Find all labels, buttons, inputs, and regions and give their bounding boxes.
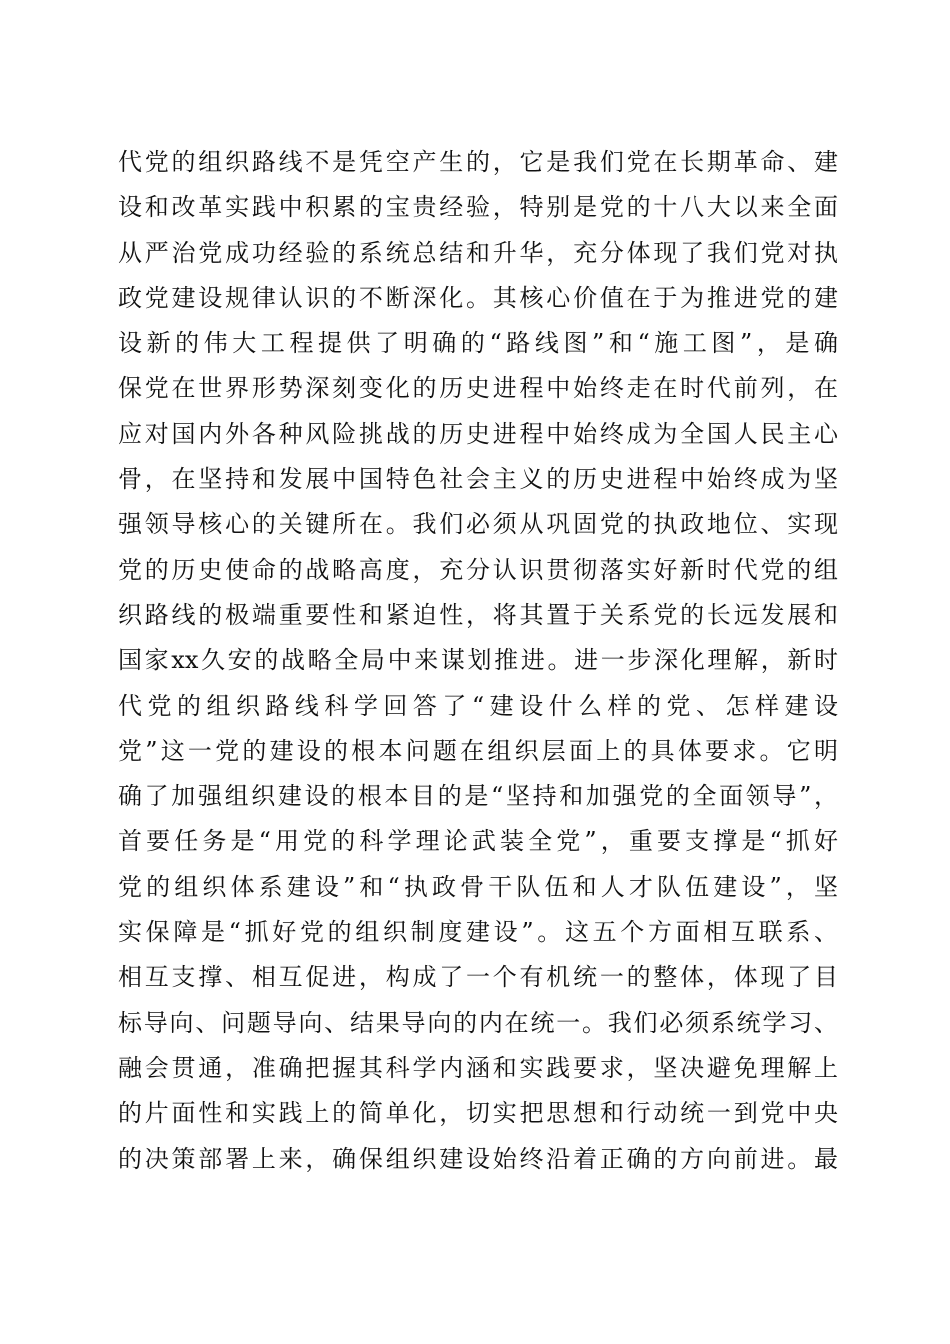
text-line: 设和改革实践中积累的宝贵经验，特别是党的十八大以来全面 xyxy=(118,193,838,222)
text-line: 实保障是“抓好党的组织制度建设”。这五个方面相互联系、 xyxy=(118,918,838,947)
text-line: 的片面性和实践上的简单化，切实把思想和行动统一到党中央 xyxy=(118,1099,838,1128)
text-line: 标导向、问题导向、结果导向的内在统一。我们必须系统学习、 xyxy=(118,1008,838,1037)
text-line: 相互支撑、相互促进，构成了一个有机统一的整体，体现了目 xyxy=(118,963,838,992)
text-line: 国家xx久安的战略全局中来谋划推进。进一步深化理解，新时 xyxy=(118,646,838,675)
text-line: 代党的组织路线不是凭空产生的，它是我们党在长期革命、建 xyxy=(118,148,838,176)
text-line: 确了加强组织建设的根本目的是“坚持和加强党的全面领导”， xyxy=(118,782,838,811)
text-line: 强领导核心的关键所在。我们必须从巩固党的执政地位、实现 xyxy=(118,510,838,539)
text-line: 织路线的极端重要性和紧迫性，将其置于关系党的长远发展和 xyxy=(118,600,838,629)
text-line: 党”这一党的建设的根本问题在组织层面上的具体要求。它明 xyxy=(118,736,838,765)
text-line: 融会贯通，准确把握其科学内涵和实践要求，坚决避免理解上 xyxy=(118,1053,838,1082)
text-line: 骨，在坚持和发展中国特色社会主义的历史进程中始终成为坚 xyxy=(118,465,838,494)
text-line: 党的历史使命的战略高度，充分认识贯彻落实好新时代党的组 xyxy=(118,555,838,584)
text-line: 的决策部署上来，确保组织建设始终沿着正确的方向前进。最 xyxy=(118,1144,838,1173)
body-paragraph xyxy=(118,140,838,1182)
text-line: 党的组织体系建设”和“执政骨干队伍和人才队伍建设”，坚 xyxy=(118,872,838,901)
text-line: 政党建设规律认识的不断深化。其核心价值在于为推进党的建 xyxy=(118,283,838,312)
text-line: 从严治党成功经验的系统总结和升华，充分体现了我们党对执 xyxy=(118,238,838,267)
text-line: 代党的组织路线科学回答了“建设什么样的党、怎样建设 xyxy=(118,691,838,720)
text-line: 保党在世界形势深刻变化的历史进程中始终走在时代前列，在 xyxy=(118,374,838,403)
text-line: 应对国内外各种风险挑战的历史进程中始终成为全国人民主心 xyxy=(118,419,838,448)
text-line: 首要任务是“用党的科学理论武装全党”，重要支撑是“抓好 xyxy=(118,827,838,856)
text-line: 设新的伟大工程提供了明确的“路线图”和“施工图”，是确 xyxy=(118,329,838,358)
